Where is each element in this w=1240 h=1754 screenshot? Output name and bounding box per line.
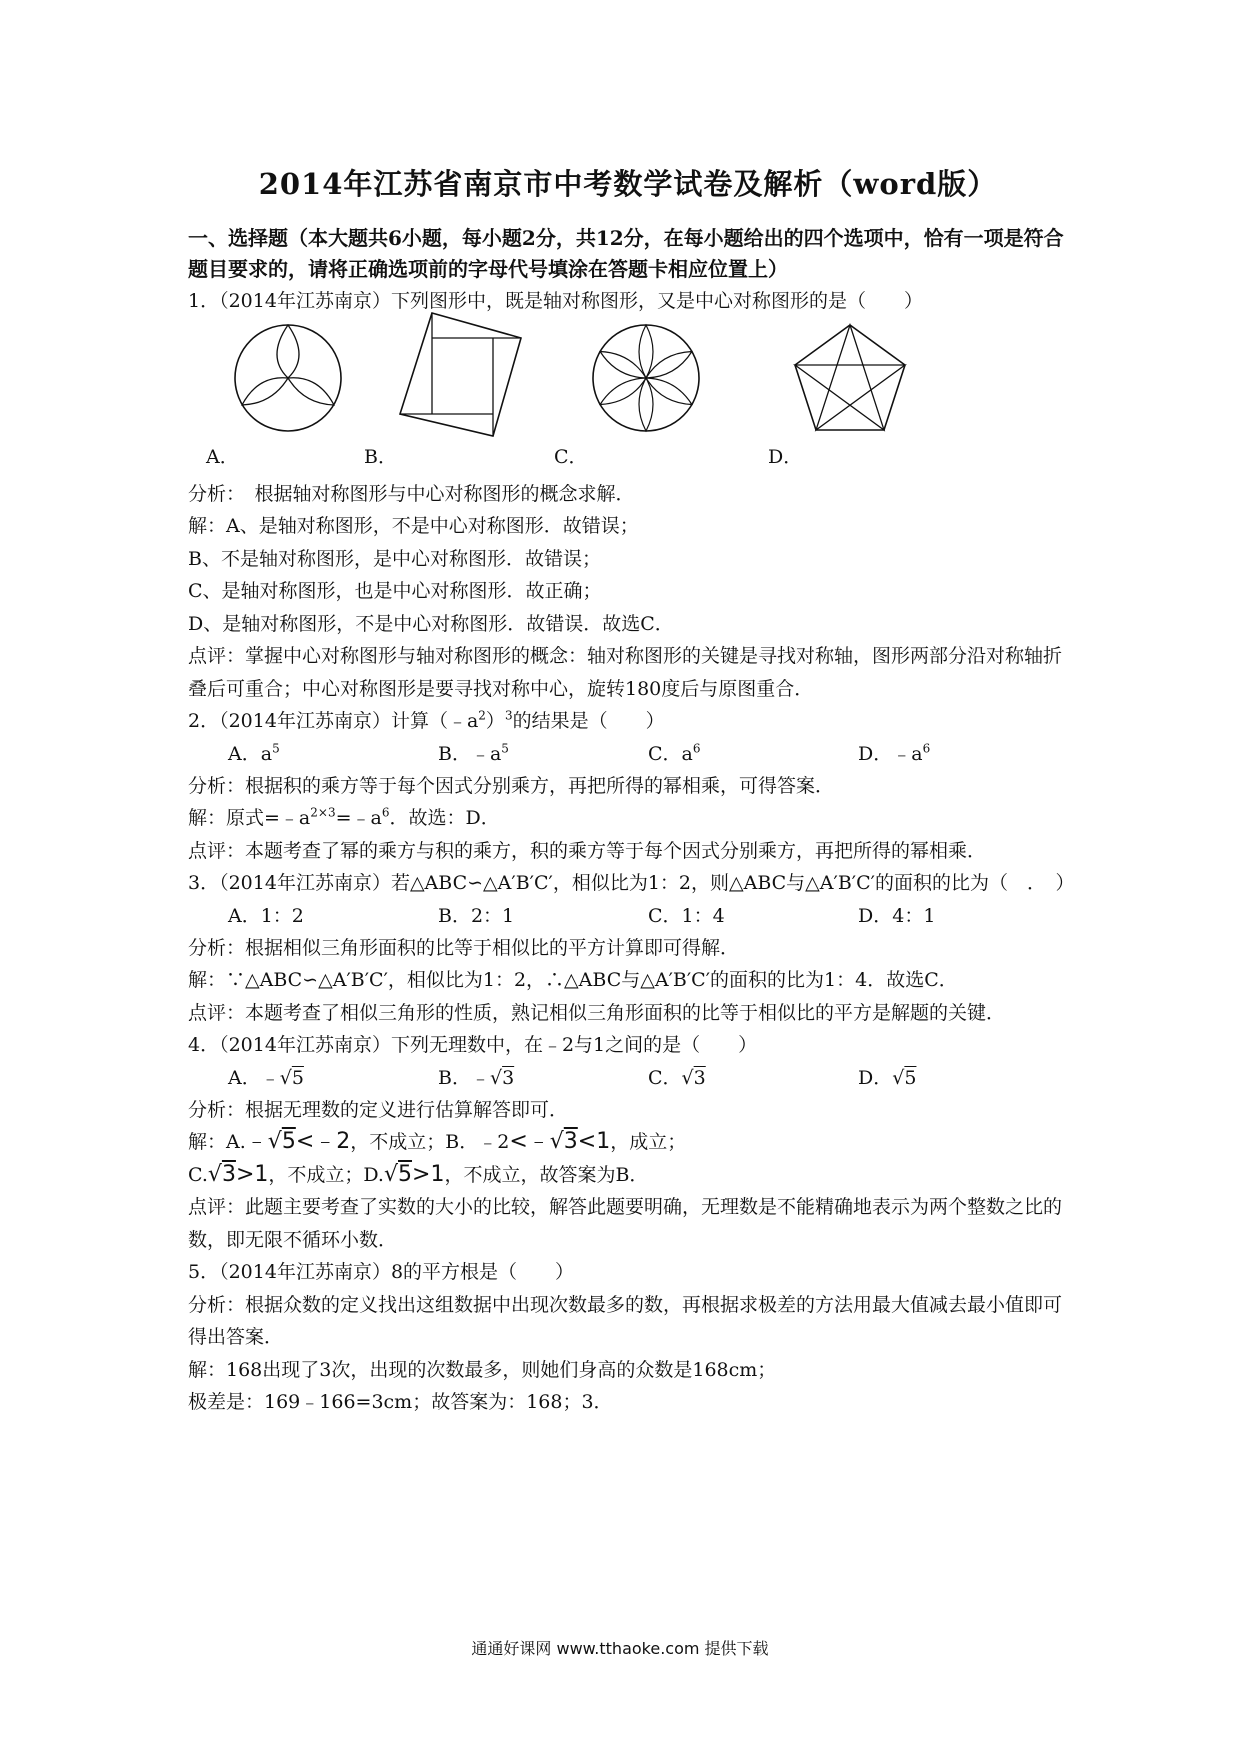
option: B．﹣√3 (438, 1066, 515, 1089)
question-4-stem: 4．（2014年江苏南京）下列无理数中，在﹣2与1之间的是（ ） (188, 1034, 758, 1056)
question-3-options (188, 900, 1068, 932)
option: A．$a^5$ (228, 741, 280, 765)
question-3-stem: 3．（2014年江苏南京）若△ABC∽△A′B′C′，相似比为1：2，则△ABC与△A′B′C′的面积的比为（ ． ） (188, 872, 1075, 894)
question-4-solution-line-2: C.√3>1，不成立；D.√5>1，不成立，故答案为B． (188, 1161, 649, 1187)
question-1-analysis: 分析： 根据轴对称图形与中心对称图形的概念求解． (188, 482, 635, 505)
question-4-analysis: 分析：根据无理数的定义进行估算解答即可． (188, 1098, 569, 1121)
question-1-solution-line: D、是轴对称图形，不是中心对称图形．故错误．故选C． (188, 612, 674, 635)
option: B．2：1 (438, 904, 515, 927)
question-1-figures (188, 322, 1068, 472)
question-2-stem (188, 705, 1068, 738)
option-c-label: C． (554, 445, 588, 468)
option: C．$a^6$ (648, 741, 701, 765)
option: B．$﹣a^5$ (438, 741, 509, 765)
exponent: 3 (504, 708, 513, 723)
stem-text: 的结果是（ ） (512, 710, 665, 732)
question-3-comment: 点评：本题考查了相似三角形的性质，熟记相似三角形面积的比等于相似比的平方是解题的关键． (188, 1001, 1006, 1024)
option-d-label: D． (768, 445, 803, 468)
question-1-comment: 点评：掌握中心对称图形与轴对称图形的概念：轴对称图形的关键是寻找对称轴，图形两部分沿对称轴折叠后可重合；中心对称图形是要寻找对称中心，旋转180度后与原图重合． (188, 645, 1063, 700)
question-1-solution-line: B、不是轴对称图形，是中心对称图形．故错误； (188, 547, 601, 570)
question-3-solution: 解：∵△ABC∽△A′B′C′，相似比为1：2，∴△ABC与△A′B′C′的面积的比为1：4．故选C． (188, 969, 958, 991)
question-2-analysis: 分析：根据积的乘方等于每个因式分别乘方，再把所得的幂相乘，可得答案． (188, 774, 835, 797)
question-4-comment: 点评：此题主要考查了实数的大小的比较，解答此题要明确，无理数是不能精确地表示为两个整数之比的数，即无限不循环小数． (188, 1196, 1063, 1251)
option: A．1：2 (228, 904, 304, 927)
question-4-options (188, 1062, 1068, 1094)
option: A．﹣√5 (228, 1066, 304, 1089)
figure-a-three-petal-circle (232, 322, 344, 434)
question-5-analysis: 分析：根据众数的定义找出这组数据中出现次数最多的数，再根据求极差的方法用最大值减去最小值即可得出答案． (188, 1293, 1063, 1348)
stem-text: ） (485, 710, 505, 732)
option: D．$﹣a^6$ (858, 741, 931, 765)
question-4-solution-line-1: 解：A.﹣√5<﹣2，不成立；B．﹣2<﹣√3<1，成立； (188, 1129, 687, 1154)
section-heading: 一、选择题（本大题共6小题，每小题2分，共12分，在每小题给出的四个选项中，恰有一项是符合题目要求的，请将正确选项前的字母代号填涂在答题卡相应位置上） (188, 226, 1064, 281)
document-page (188, 150, 1075, 1419)
page-title: 2014年江苏省南京市中考数学试卷及解析（word版） (258, 167, 998, 201)
question-5-solution-line: 极差是：169﹣166=3cm；故答案为：168；3． (188, 1391, 613, 1413)
page-footer: 通通好课网 www.tthaoke.com 提供下载 (471, 1639, 769, 1658)
figure-c-six-petal-flower (590, 322, 702, 434)
question-3-analysis: 分析：根据相似三角形面积的比等于相似比的平方计算即可得解． (188, 936, 740, 959)
figure-d-pentagram-pentagon (792, 322, 908, 434)
question-2-comment: 点评：本题考查了幂的乘方与积的乘方，积的乘方等于每个因式分别乘方，再把所得的幂相乘． (188, 839, 987, 862)
stem-text: 2．（2014年江苏南京）计算（﹣a (188, 710, 479, 732)
option: C．1：4 (648, 904, 725, 927)
option-a-label: A． (206, 445, 239, 468)
exponent: 2 (478, 708, 486, 723)
question-1-solution-line: C、是轴对称图形，也是中心对称图形．故正确； (188, 580, 602, 602)
option-b-label: B． (364, 445, 397, 468)
option: D．√5 (858, 1066, 917, 1089)
question-5-stem: 5．（2014年江苏南京）8的平方根是（ ） (188, 1261, 575, 1283)
option: D．4：1 (858, 904, 936, 927)
question-5-solution-line: 解：168出现了3次，出现的次数最多，则她们身高的众数是168cm； (188, 1358, 777, 1381)
question-2-options (188, 738, 1068, 770)
question-2-solution: 解：原式$=﹣a^{2\times 3}=﹣a^6$．故选：D． (188, 805, 500, 829)
option: C．√3 (648, 1066, 706, 1089)
figure-b-pinwheel-square (394, 310, 524, 442)
question-1-stem: 1．（2014年江苏南京）下列图形中，既是轴对称图形，又是中心对称图形的是（ ） (188, 290, 923, 312)
question-1-solution-line: 解：A、是轴对称图形，不是中心对称图形．故错误； (188, 515, 639, 537)
